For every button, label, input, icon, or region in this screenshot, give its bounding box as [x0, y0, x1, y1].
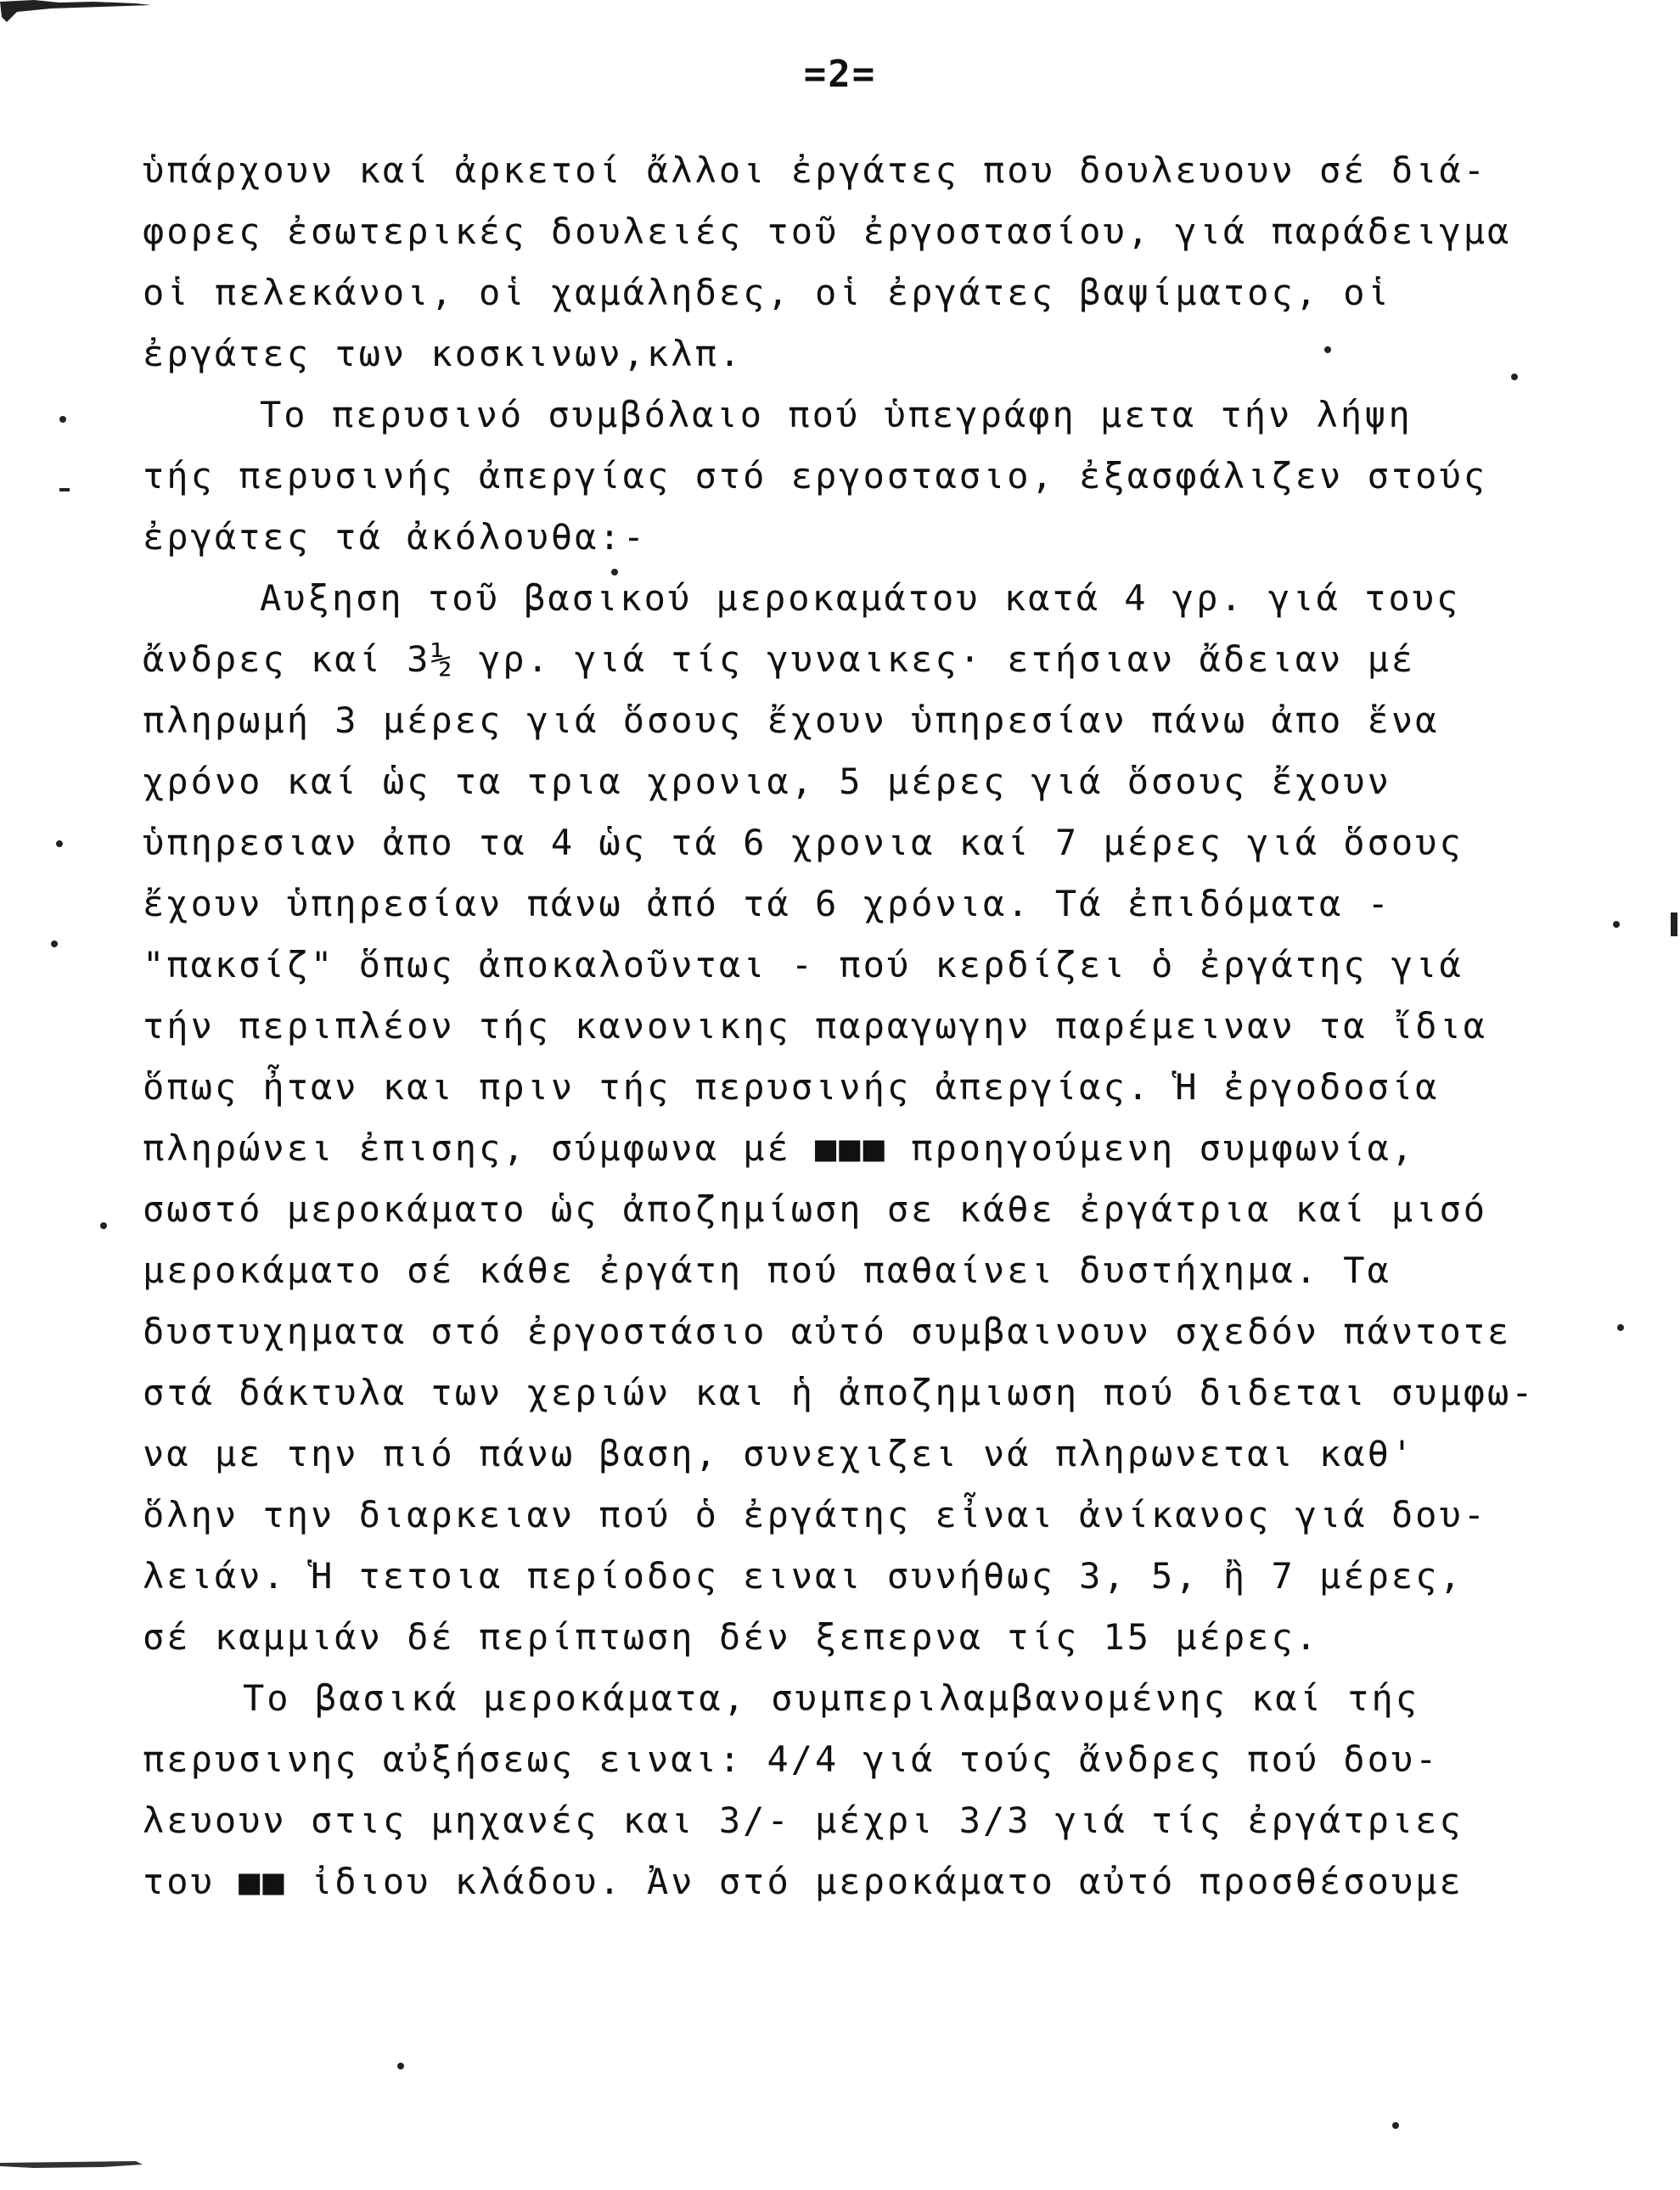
scan-speck [59, 416, 66, 423]
text-line: σωστό μεροκάματο ὡς ἀποζημίωση σε κάθε ἐργάτρια καί μισό [143, 1188, 1488, 1230]
text-line: ὑπηρεσιαν ἀπο τα 4 ὡς τά 6 χρονια καί 7 μέρες γιά ὅσους [143, 822, 1464, 863]
scan-artifact-top [0, 0, 153, 25]
text-line: τής περυσινής ἀπεργίας στό εργοστασιο, ἐξασφάλιζεν στούς [143, 455, 1488, 497]
text-line: ὑπάρχουν καί ἀρκετοί ἄλλοι ἐργάτες που δουλευουν σέ διά- [143, 149, 1488, 191]
text-line: του ■■ ἰδιου κλάδου. Ἀν στό μεροκάματο αὐτό προσθέσουμε [143, 1861, 1464, 1902]
scan-speck [100, 1222, 107, 1229]
scan-speck [1392, 2122, 1399, 2129]
text-line: φορες ἐσωτερικές δουλειές τοῦ ἐργοστασίου, γιά παράδειγμα [143, 211, 1512, 252]
text-line: στά δάκτυλα των χεριών και ἡ ἀποζημιωση πού διδεται συμφω- [143, 1372, 1536, 1413]
text-line: μεροκάματο σέ κάθε ἐργάτη πού παθαίνει δυστήχημα. Τα [143, 1249, 1391, 1291]
paragraph-start-line: Το περυσινό συμβόλαιο πού ὑπεγράφη μετα τήν λήψη [260, 394, 1413, 435]
scan-speck [51, 941, 58, 947]
text-line: δυστυχηματα στό ἐργοστάσιο αὐτό συμβαινουν σχεδόν πάντοτε [143, 1311, 1512, 1352]
text-line: ὅπως ἦταν και πριν τής περυσινής ἀπεργίας. Ἡ ἐργοδοσία [143, 1066, 1440, 1108]
text-line: να με την πιό πάνω βαση, συνεχιζει νά πληρωνεται καθ' [143, 1433, 1416, 1474]
text-line: τήν περιπλέον τής κανονικης παραγωγην παρέμειναν τα ἴδια [143, 1005, 1488, 1047]
page-number: =2= [803, 53, 877, 96]
text-line: ἄνδρες καί 3½ γρ. γιά τίς γυναικες· ετήσιαν ἄδειαν μέ [143, 638, 1416, 680]
scan-speck [1324, 346, 1331, 353]
text-line: ἐργάτες τά ἀκόλουθα:- [143, 516, 648, 558]
scan-speck [59, 488, 70, 491]
scan-speck [56, 840, 63, 847]
text-line: λευουν στις μηχανές και 3/- μέχρι 3/3 γιά τίς ἐργάτριες [143, 1800, 1464, 1841]
text-line: χρόνο καί ὡς τα τρια χρονια, 5 μέρες γιά ὅσους ἔχουν [143, 761, 1391, 802]
text-line: ἔχουν ὑπηρεσίαν πάνω ἀπό τά 6 χρόνια. Τά ἐπιδόματα - [143, 883, 1391, 924]
text-line: οἱ πελεκάνοι, οἱ χαμάληδες, οἱ ἐργάτες βαψίματος, οἱ [143, 272, 1391, 313]
document-body [143, 140, 1603, 1912]
scan-speck [1671, 912, 1677, 936]
paragraph-start-line: Το βασικά μεροκάματα, συμπεριλαμβανομένης καί τής [243, 1677, 1420, 1719]
scan-speck [1613, 921, 1620, 928]
text-line: περυσινης αὐξήσεως ειναι: 4/4 γιά τούς ἄνδρες πού δου- [143, 1738, 1440, 1780]
text-line: ὅλην την διαρκειαν πού ὁ ἐργάτης εἶναι ἀνίκανος γιά δου- [143, 1494, 1488, 1536]
scan-speck [1617, 1324, 1624, 1331]
scan-artifact-bottom [0, 2158, 144, 2171]
scan-speck [611, 569, 618, 576]
scan-speck [397, 2063, 404, 2069]
text-line: πληρώνει ἐπισης, σύμφωνα μέ ■■■ προηγούμενη συμφωνία, [143, 1127, 1416, 1169]
text-line: πληρωμή 3 μέρες γιά ὅσους ἔχουν ὑπηρεσίαν πάνω ἀπο ἕνα [143, 699, 1440, 741]
text-line: "πακσίζ" ὅπως ἀποκαλοῦνται - πού κερδίζει ὁ ἐργάτης γιά [143, 944, 1464, 986]
text-line: λειάν. Ἡ τετοια περίοδος ειναι συνήθως 3, 5, ἢ 7 μέρες, [143, 1555, 1464, 1597]
paragraph-start-line: Αυξηση τοῦ βασικού μεροκαμάτου κατά 4 γρ. γιά τους [260, 577, 1461, 619]
scan-speck [1511, 373, 1518, 380]
text-line: ἐργάτες των κοσκινων,κλπ. [143, 333, 744, 374]
text-line: σέ καμμιάν δέ περίπτωση δέν ξεπερνα τίς 15 μέρες. [143, 1616, 1320, 1658]
